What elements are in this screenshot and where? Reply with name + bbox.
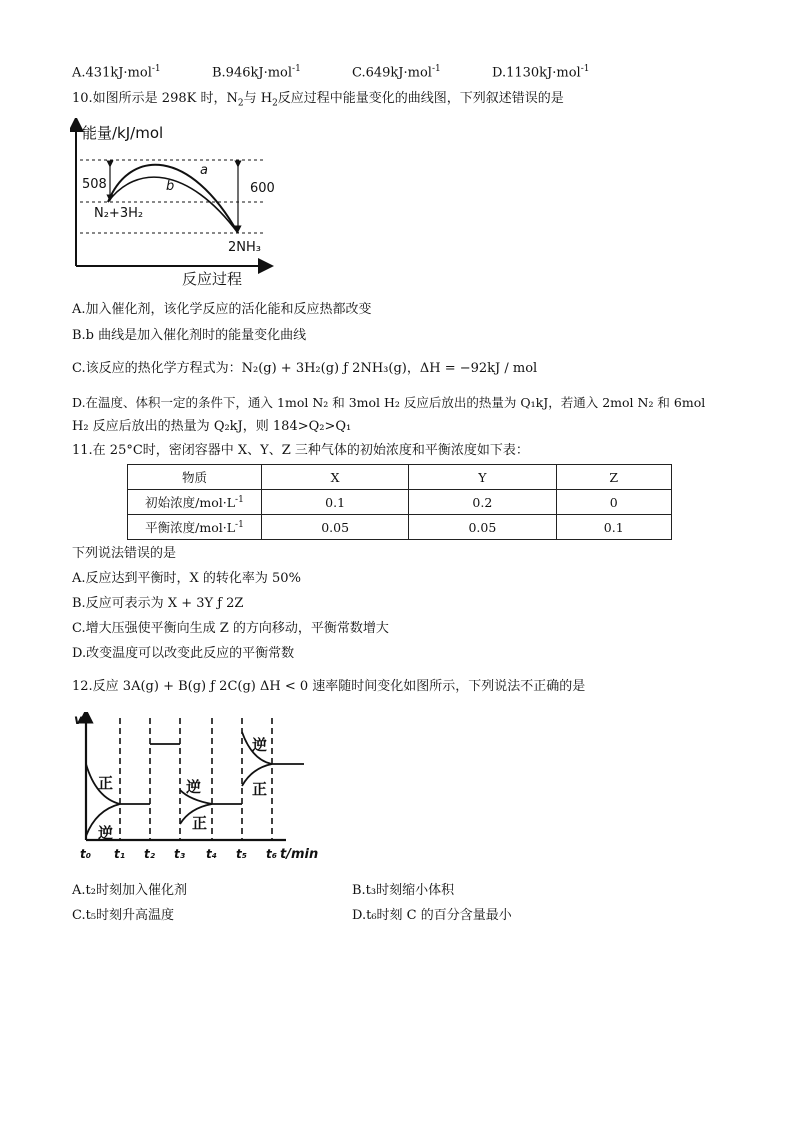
table-row: [128, 465, 672, 490]
curve-a: [108, 165, 238, 233]
table-row: [128, 490, 672, 515]
table-cell: 0.05: [409, 515, 556, 540]
table-row: [128, 515, 672, 540]
q10-option-a: A.加入催化剂，该化学反应的活化能和反应热都改变: [72, 302, 372, 317]
q10-option-b: B.b 曲线是加入催化剂时的能量变化曲线: [72, 328, 307, 343]
table-cell: Z: [556, 465, 672, 490]
products-label: 2NH₃: [228, 240, 261, 255]
label-reverse-1: 逆: [98, 824, 114, 842]
x-axis-label: 反应过程: [182, 270, 243, 288]
label-508: 508: [82, 177, 107, 192]
table-cell: 0.2: [409, 490, 556, 515]
tick-t0: t₀: [80, 847, 91, 861]
q10-option-d-line1: D.在温度、体积一定的条件下，通入 1mol N₂ 和 3mol H₂ 反应后放出的热量为 Q₁kJ，若通入 2mol N₂ 和 6mol: [72, 395, 706, 410]
q12-option-d: D.t₆时刻 C 的百分含量最小: [352, 908, 512, 923]
q12-option-b: B.t₃时刻缩小体积: [352, 883, 455, 898]
label-forward-1: 正: [98, 774, 114, 792]
q10-energy-diagram: [70, 118, 290, 290]
table-cell: Y: [409, 465, 556, 490]
table-cell: X: [262, 465, 409, 490]
q12-option-c: C.t₅时刻升高温度: [72, 908, 175, 923]
curve-b-label: b: [166, 179, 175, 194]
q12-options-row2: [72, 904, 732, 922]
tick-t5: t₅: [236, 847, 247, 861]
q11-follow: 下列说法错误的是: [72, 546, 177, 561]
label-600: 600: [250, 181, 275, 196]
table-cell: 0.1: [262, 490, 409, 515]
label-reverse-3: 逆: [252, 736, 268, 754]
q12-options-row1: [72, 879, 732, 897]
q11-option-c: C.增大压强使平衡向生成 Z 的方向移动，平衡常数增大: [72, 621, 389, 636]
label-forward-2: 正: [192, 814, 208, 832]
t-unit-label: t/min: [280, 847, 319, 862]
q9-options: [72, 64, 732, 82]
q11-option-a: A.反应达到平衡时，X 的转化率为 50%: [72, 571, 301, 586]
curve-a-label: a: [200, 163, 208, 178]
q11-option-b: B.反应可表示为 X + 3Y ƒ 2Z: [72, 596, 244, 611]
table-cell: 物质: [128, 465, 262, 490]
table-cell: 0.1: [556, 515, 672, 540]
q12-stem: 12.反应 3A(g) + B(g) ƒ 2C(g) ΔH < 0 速率随时间变化如图所示，下列说法不正确的是: [72, 679, 586, 694]
q10-stem: 10.如图所示是 298K 时，$N_2$与 $H_2$反应过程中能量变化的曲线图，下列叙述错误的是: [72, 91, 564, 109]
reactants-label: N₂+3H₂: [94, 206, 144, 221]
q9-option-b: B.946kJ·mol$^{-1}$: [212, 64, 301, 81]
table-cell: 0.05: [262, 515, 409, 540]
y-axis-label: 能量/kJ/mol: [82, 124, 164, 142]
q9-option-c: C.649kJ·mol$^{-1}$: [352, 64, 441, 81]
q12-rate-diagram: [72, 712, 322, 872]
tick-t6: t₆: [266, 847, 277, 861]
label-forward-3: 正: [252, 780, 268, 798]
v-label: v: [74, 713, 83, 728]
tick-t4: t₄: [206, 847, 217, 861]
concentration-table: [127, 464, 672, 540]
table-cell: 0: [556, 490, 672, 515]
q12-option-a: A.t₂时刻加入催化剂: [72, 883, 187, 898]
q11-option-d: D.改变温度可以改变此反应的平衡常数: [72, 646, 295, 661]
q11-stem: 11.在 25°C时，密闭容器中 X、Y、Z 三种气体的初始浓度和平衡浓度如下表：: [72, 443, 529, 458]
tick-t3: t₃: [174, 847, 185, 861]
q10-option-c: C.该反应的热化学方程式为：N₂(g) + 3H₂(g) ƒ 2NH₃(g)，ΔH = −92kJ / mol: [72, 361, 538, 376]
table-cell: 平衡浓度$/mol\cdot L^{-1}$: [128, 515, 262, 540]
q10-option-d-line2: H₂ 反应后放出的热量为 Q₂kJ，则 184>Q₂>Q₁: [72, 419, 352, 434]
q9-option-a: A.431kJ·mol$^{-1}$: [72, 64, 161, 81]
tick-t2: t₂: [144, 847, 155, 861]
q9-option-d: D.1130kJ·mol$^{-1}$: [492, 64, 590, 81]
table-cell: 初始浓度$/mol\cdot L^{-1}$: [128, 490, 262, 515]
label-reverse-2: 逆: [186, 778, 202, 796]
tick-t1: t₁: [114, 847, 125, 861]
